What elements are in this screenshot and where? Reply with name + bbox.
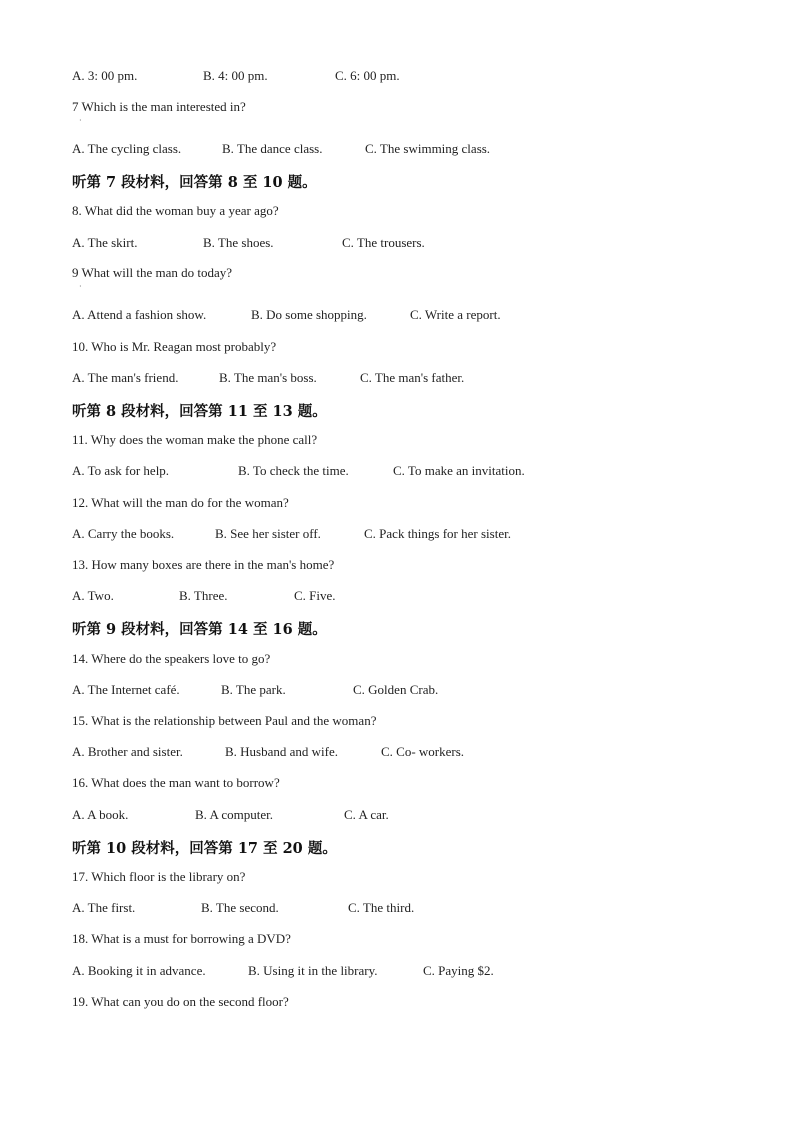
- answer-option-c: C. Pack things for her sister.: [364, 526, 511, 541]
- question-text: 15. What is the relationship between Paul and the woman?: [72, 713, 377, 728]
- answer-option-c: C. Golden Crab.: [353, 682, 439, 697]
- answer-option-b: B. A computer.: [195, 807, 273, 822]
- answer-option-c: C. To make an invitation.: [393, 463, 525, 478]
- section-heading: 听第 9 段材料，回答第 14 至 16 题。: [72, 621, 327, 638]
- answer-option-b: B. The second.: [201, 900, 279, 915]
- question-text: 14. Where do the speakers love to go?: [72, 651, 271, 666]
- answer-option-b: B. Do some shopping.: [251, 307, 367, 322]
- answer-option-c: C. 6: 00 pm.: [335, 68, 400, 83]
- answer-option-a: A. Attend a fashion show.: [72, 307, 207, 322]
- answer-option-b: B. Three.: [179, 588, 228, 603]
- question-text: 13. How many boxes are there in the man's home?: [72, 557, 335, 572]
- answer-option-b: B. The man's boss.: [219, 370, 317, 385]
- answer-option-c: C. Paying $2.: [423, 963, 494, 978]
- section-heading: 听第 8 段材料，回答第 11 至 13 题。: [72, 403, 327, 420]
- answer-option-a: A. Brother and sister.: [72, 744, 183, 759]
- answer-option-b: B. The dance class.: [222, 141, 323, 156]
- answer-option-b: B. See her sister off.: [215, 526, 321, 541]
- answer-option-a: A. A book.: [72, 807, 129, 822]
- answer-option-b: B. Using it in the library.: [248, 963, 378, 978]
- answer-option-a: A. 3: 00 pm.: [72, 68, 138, 83]
- section-heading: 听第 7 段材料，回答第 8 至 10 题。: [72, 174, 317, 191]
- question-text: 16. What does the man want to borrow?: [72, 775, 280, 790]
- stray-mark: ·: [79, 282, 82, 291]
- answer-option-b: B. 4: 00 pm.: [203, 68, 268, 83]
- answer-option-c: C. The third.: [348, 900, 415, 915]
- answer-option-c: C. A car.: [344, 807, 389, 822]
- answer-option-b: B. Husband and wife.: [225, 744, 339, 759]
- answer-option-c: C. Five.: [294, 588, 336, 603]
- question-text: 7 Which is the man interested in?: [72, 99, 246, 114]
- answer-option-a: A. The first.: [72, 900, 136, 915]
- answer-option-a: A. The Internet café.: [72, 682, 180, 697]
- answer-option-a: A. Two.: [72, 588, 114, 603]
- answer-option-b: B. The shoes.: [203, 235, 274, 250]
- answer-option-a: A. The man's friend.: [72, 370, 179, 385]
- answer-option-c: C. The swimming class.: [365, 141, 491, 156]
- question-text: 11. Why does the woman make the phone call?: [72, 432, 318, 447]
- question-text: 8. What did the woman buy a year ago?: [72, 203, 279, 218]
- question-text: 10. Who is Mr. Reagan most probably?: [72, 339, 277, 354]
- answer-option-c: C. Co- workers.: [381, 744, 465, 759]
- question-text: 12. What will the man do for the woman?: [72, 495, 289, 510]
- question-text: 18. What is a must for borrowing a DVD?: [72, 931, 291, 946]
- answer-option-c: C. Write a report.: [410, 307, 501, 322]
- section-heading: 听第 10 段材料，回答第 17 至 20 题。: [72, 840, 337, 857]
- answer-option-a: A. Carry the books.: [72, 526, 175, 541]
- answer-option-b: B. To check the time.: [238, 463, 349, 478]
- answer-option-c: C. The trousers.: [342, 235, 425, 250]
- answer-option-a: A. The cycling class.: [72, 141, 182, 156]
- answer-option-a: A. Booking it in advance.: [72, 963, 206, 978]
- answer-option-c: C. The man's father.: [360, 370, 465, 385]
- question-text: 17. Which floor is the library on?: [72, 869, 246, 884]
- stray-mark: ·: [79, 116, 82, 125]
- question-text: 9 What will the man do today?: [72, 265, 233, 280]
- answer-option-b: B. The park.: [221, 682, 286, 697]
- question-text: 19. What can you do on the second floor?: [72, 994, 289, 1009]
- answer-option-a: A. To ask for help.: [72, 463, 170, 478]
- answer-option-a: A. The skirt.: [72, 235, 138, 250]
